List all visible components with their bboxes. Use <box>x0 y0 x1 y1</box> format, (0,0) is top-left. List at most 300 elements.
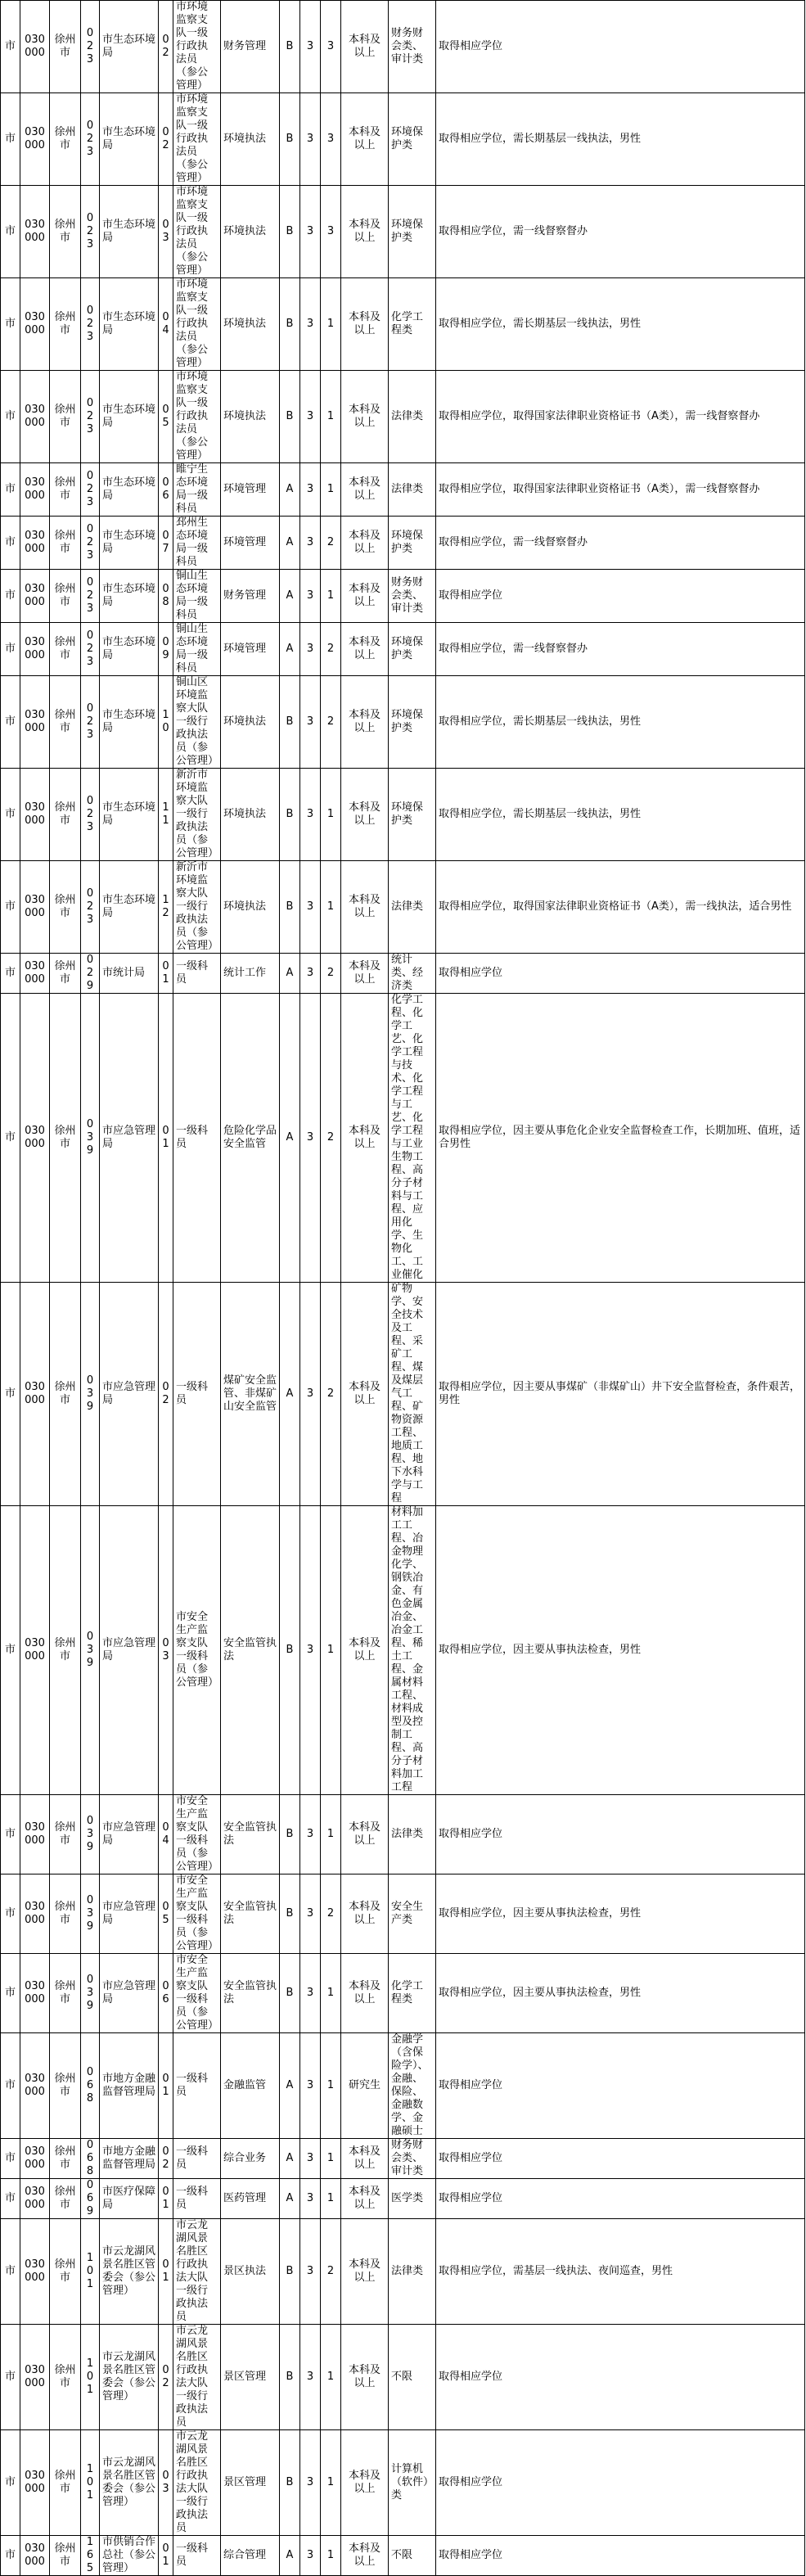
cell-position-duty: 医药管理 <box>221 2179 280 2219</box>
table-row <box>1 676 805 769</box>
cell-category: A <box>280 517 300 570</box>
cell-position-name: 市云龙湖风景名胜区行政执法大队一级行政执法员 <box>173 2325 221 2430</box>
table-row <box>1 861 805 954</box>
cell-education: 本科及以上 <box>341 517 389 570</box>
cell-position-code: 07 <box>159 517 173 570</box>
cell-major: 法律类 <box>389 371 436 463</box>
cell-quota: 2 <box>321 676 341 769</box>
cell-other-requirements: 取得相应学位 <box>436 2033 805 2139</box>
cell-dept-code: 101 <box>81 2219 100 2325</box>
cell-other-requirements: 取得相应学位 <box>436 570 805 623</box>
table-row <box>1 2536 805 2576</box>
cell-position-duty: 安全监管执法 <box>221 1954 280 2033</box>
cell-category: A <box>280 2179 300 2219</box>
cell-region-code: 030000 <box>20 2139 50 2179</box>
cell-other-requirements: 取得相应学位，因主要从事执法检查，男性 <box>436 1954 805 2033</box>
cell-category: B <box>280 1506 300 1795</box>
table-row <box>1 954 805 994</box>
cell-department: 市生态环境局 <box>100 186 159 278</box>
cell-major: 不限 <box>389 2325 436 2430</box>
cell-department: 市云龙湖风景名胜区管委会（参公管理） <box>100 2325 159 2430</box>
cell-position-duty: 金融监管 <box>221 2033 280 2139</box>
table-row <box>1 278 805 371</box>
cell-other-requirements: 取得相应学位，需一线督察督办 <box>436 186 805 278</box>
cell-quota: 1 <box>321 463 341 517</box>
cell-other-requirements: 取得相应学位，需基层一线执法、夜间巡查，男性 <box>436 2219 805 2325</box>
cell-category: B <box>280 2325 300 2430</box>
cell-ratio: 3 <box>300 1874 321 1954</box>
cell-category: A <box>280 994 300 1283</box>
cell-category: A <box>280 2033 300 2139</box>
table-row <box>1 2219 805 2325</box>
cell-position-name: 邳州生态环境局一级科员 <box>173 517 221 570</box>
cell-quota: 2 <box>321 517 341 570</box>
cell-department: 市生态环境局 <box>100 463 159 517</box>
cell-department: 市生态环境局 <box>100 371 159 463</box>
cell-dept-code: 023 <box>81 769 100 861</box>
cell-major: 材料加工工程、冶金物理化学、钢铁冶金、有色金属冶金、冶金工程、稀土工程、金属材料工程、材料成型及控制工程、高分子材料加工工程 <box>389 1506 436 1795</box>
cell-city: 徐州市 <box>50 186 81 278</box>
cell-city: 徐州市 <box>50 2139 81 2179</box>
cell-region-code: 030000 <box>20 2325 50 2430</box>
cell-position-code: 04 <box>159 1795 173 1874</box>
cell-position-duty: 危险化学品安全监管 <box>221 994 280 1283</box>
cell-ratio: 3 <box>300 1283 321 1506</box>
cell-education: 本科及以上 <box>341 1 389 93</box>
cell-major: 环境保护类 <box>389 623 436 676</box>
cell-region-code: 030000 <box>20 1506 50 1795</box>
cell-level: 市 <box>1 371 20 463</box>
cell-department: 市应急管理局 <box>100 1954 159 2033</box>
table-row <box>1 1874 805 1954</box>
cell-other-requirements: 取得相应学位，需长期基层一线执法，男性 <box>436 278 805 371</box>
cell-city: 徐州市 <box>50 463 81 517</box>
cell-category: B <box>280 278 300 371</box>
cell-major: 环境保护类 <box>389 186 436 278</box>
cell-level: 市 <box>1 2033 20 2139</box>
cell-position-code: 03 <box>159 1506 173 1795</box>
cell-level: 市 <box>1 676 20 769</box>
cell-department: 市生态环境局 <box>100 517 159 570</box>
cell-education: 本科及以上 <box>341 93 389 186</box>
cell-category: B <box>280 1795 300 1874</box>
cell-dept-code: 023 <box>81 93 100 186</box>
table-row <box>1 371 805 463</box>
cell-dept-code: 069 <box>81 2179 100 2219</box>
cell-level: 市 <box>1 463 20 517</box>
cell-quota: 1 <box>321 1795 341 1874</box>
cell-city: 徐州市 <box>50 2179 81 2219</box>
cell-region-code: 030000 <box>20 2219 50 2325</box>
cell-level: 市 <box>1 2139 20 2179</box>
cell-city: 徐州市 <box>50 1506 81 1795</box>
cell-department: 市云龙湖风景名胜区管委会（参公管理） <box>100 2219 159 2325</box>
cell-position-duty: 环境执法 <box>221 93 280 186</box>
cell-position-name: 市云龙湖风景名胜区行政执法大队一级行政执法员 <box>173 2430 221 2536</box>
cell-region-code: 030000 <box>20 1954 50 2033</box>
table-row <box>1 570 805 623</box>
cell-position-code: 01 <box>159 2219 173 2325</box>
cell-ratio: 3 <box>300 186 321 278</box>
cell-position-duty: 财务管理 <box>221 570 280 623</box>
cell-position-name: 一级科员 <box>173 994 221 1283</box>
cell-level: 市 <box>1 1954 20 2033</box>
cell-region-code: 030000 <box>20 186 50 278</box>
cell-education: 本科及以上 <box>341 676 389 769</box>
cell-ratio: 3 <box>300 954 321 994</box>
cell-level: 市 <box>1 623 20 676</box>
cell-dept-code: 039 <box>81 1283 100 1506</box>
cell-quota: 2 <box>321 2219 341 2325</box>
cell-quota: 1 <box>321 371 341 463</box>
cell-position-name: 一级科员 <box>173 1283 221 1506</box>
cell-major: 金融学（含保险学）、金融、保险、金融数学、金融硕士 <box>389 2033 436 2139</box>
cell-level: 市 <box>1 93 20 186</box>
cell-position-code: 02 <box>159 93 173 186</box>
table-row <box>1 1954 805 2033</box>
table-row <box>1 769 805 861</box>
cell-position-duty: 安全监管执法 <box>221 1874 280 1954</box>
cell-level: 市 <box>1 1506 20 1795</box>
cell-department: 市应急管理局 <box>100 1283 159 1506</box>
cell-position-duty: 景区管理 <box>221 2430 280 2536</box>
cell-position-name: 市安全生产监察支队一级科员（参公管理） <box>173 1874 221 1954</box>
cell-category: A <box>280 463 300 517</box>
cell-position-duty: 安全监管执法 <box>221 1795 280 1874</box>
cell-level: 市 <box>1 861 20 954</box>
cell-position-code: 02 <box>159 1 173 93</box>
cell-other-requirements: 取得相应学位，取得国家法律职业资格证书（A类），需一线督察督办 <box>436 371 805 463</box>
cell-region-code: 030000 <box>20 278 50 371</box>
cell-position-code: 10 <box>159 676 173 769</box>
table-row <box>1 93 805 186</box>
cell-department: 市云龙湖风景名胜区管委会（参公管理） <box>100 2430 159 2536</box>
cell-other-requirements: 取得相应学位，因主要从事危化企业安全监督检查工作，长期加班、值班，适合男性 <box>436 994 805 1283</box>
cell-other-requirements: 取得相应学位，因主要从事执法检查，男性 <box>436 1506 805 1795</box>
cell-dept-code: 023 <box>81 463 100 517</box>
cell-ratio: 3 <box>300 463 321 517</box>
cell-position-duty: 煤矿安全监管、非煤矿山安全监管 <box>221 1283 280 1506</box>
cell-dept-code: 039 <box>81 994 100 1283</box>
cell-city: 徐州市 <box>50 371 81 463</box>
cell-education: 本科及以上 <box>341 1795 389 1874</box>
table-row <box>1 2430 805 2536</box>
cell-other-requirements: 取得相应学位，取得国家法律职业资格证书（A类），需一线督察督办 <box>436 463 805 517</box>
cell-other-requirements: 取得相应学位，需长期基层一线执法，男性 <box>436 676 805 769</box>
cell-region-code: 030000 <box>20 1283 50 1506</box>
cell-position-code: 01 <box>159 954 173 994</box>
cell-education: 本科及以上 <box>341 2179 389 2219</box>
cell-city: 徐州市 <box>50 1 81 93</box>
cell-region-code: 030000 <box>20 463 50 517</box>
cell-quota: 1 <box>321 2033 341 2139</box>
table-row <box>1 1283 805 1506</box>
cell-department: 市供销合作总社（参公管理） <box>100 2536 159 2576</box>
cell-level: 市 <box>1 517 20 570</box>
cell-category: A <box>280 623 300 676</box>
cell-quota: 1 <box>321 2179 341 2219</box>
cell-position-duty: 财务管理 <box>221 1 280 93</box>
cell-ratio: 3 <box>300 1795 321 1874</box>
cell-position-code: 03 <box>159 2430 173 2536</box>
cell-ratio: 3 <box>300 1954 321 2033</box>
cell-level: 市 <box>1 1874 20 1954</box>
cell-ratio: 3 <box>300 570 321 623</box>
cell-position-code: 09 <box>159 623 173 676</box>
cell-category: B <box>280 1 300 93</box>
cell-department: 市生态环境局 <box>100 623 159 676</box>
cell-education: 本科及以上 <box>341 994 389 1283</box>
cell-region-code: 030000 <box>20 2033 50 2139</box>
cell-position-name: 市环境监察支队一级行政执法员（参公管理） <box>173 371 221 463</box>
cell-region-code: 030000 <box>20 1874 50 1954</box>
cell-department: 市生态环境局 <box>100 769 159 861</box>
cell-education: 本科及以上 <box>341 2430 389 2536</box>
cell-major: 财务财会类、审计类 <box>389 1 436 93</box>
cell-education: 本科及以上 <box>341 2325 389 2430</box>
cell-level: 市 <box>1 1795 20 1874</box>
cell-category: A <box>280 570 300 623</box>
cell-position-duty: 环境管理 <box>221 463 280 517</box>
cell-position-duty: 环境执法 <box>221 676 280 769</box>
cell-position-name: 市环境监察支队一级行政执法员（参公管理） <box>173 278 221 371</box>
cell-level: 市 <box>1 954 20 994</box>
cell-city: 徐州市 <box>50 278 81 371</box>
cell-city: 徐州市 <box>50 517 81 570</box>
cell-region-code: 030000 <box>20 2179 50 2219</box>
cell-major: 安全生产类 <box>389 1874 436 1954</box>
cell-education: 本科及以上 <box>341 623 389 676</box>
cell-level: 市 <box>1 769 20 861</box>
cell-position-name: 铜山生态环境局一级科员 <box>173 570 221 623</box>
cell-ratio: 3 <box>300 676 321 769</box>
cell-department: 市生态环境局 <box>100 1 159 93</box>
cell-level: 市 <box>1 1283 20 1506</box>
cell-city: 徐州市 <box>50 1954 81 2033</box>
cell-quota: 2 <box>321 1874 341 1954</box>
cell-position-code: 05 <box>159 1874 173 1954</box>
cell-education: 本科及以上 <box>341 1506 389 1795</box>
cell-other-requirements: 取得相应学位 <box>436 2139 805 2179</box>
cell-position-name: 铜山生态环境局一级科员 <box>173 623 221 676</box>
cell-position-name: 市环境监察支队一级行政执法员（参公管理） <box>173 186 221 278</box>
cell-position-name: 市安全生产监察支队一级科员（参公管理） <box>173 1506 221 1795</box>
cell-position-name: 铜山区环境监察大队一级行政执法员（参公管理） <box>173 676 221 769</box>
cell-ratio: 3 <box>300 1 321 93</box>
table-row <box>1 463 805 517</box>
cell-dept-code: 023 <box>81 371 100 463</box>
cell-major: 医学类 <box>389 2179 436 2219</box>
table-row <box>1 1506 805 1795</box>
cell-dept-code: 039 <box>81 1874 100 1954</box>
cell-education: 本科及以上 <box>341 1283 389 1506</box>
cell-category: B <box>280 861 300 954</box>
cell-education: 本科及以上 <box>341 2139 389 2179</box>
cell-department: 市地方金融监督管理局 <box>100 2033 159 2139</box>
cell-position-code: 01 <box>159 2179 173 2219</box>
cell-city: 徐州市 <box>50 93 81 186</box>
cell-ratio: 3 <box>300 623 321 676</box>
cell-ratio: 3 <box>300 2033 321 2139</box>
cell-region-code: 030000 <box>20 623 50 676</box>
cell-education: 本科及以上 <box>341 1954 389 2033</box>
cell-position-code: 02 <box>159 1283 173 1506</box>
cell-department: 市应急管理局 <box>100 1795 159 1874</box>
cell-region-code: 030000 <box>20 1795 50 1874</box>
cell-quota: 1 <box>321 861 341 954</box>
cell-category: B <box>280 186 300 278</box>
cell-position-name: 市环境监察支队一级行政执法员（参公管理） <box>173 93 221 186</box>
cell-level: 市 <box>1 2179 20 2219</box>
cell-other-requirements: 取得相应学位 <box>436 954 805 994</box>
cell-category: B <box>280 769 300 861</box>
cell-dept-code: 101 <box>81 2325 100 2430</box>
cell-city: 徐州市 <box>50 2219 81 2325</box>
cell-region-code: 030000 <box>20 2536 50 2576</box>
cell-major: 财务财会类、审计类 <box>389 2139 436 2179</box>
cell-quota: 1 <box>321 570 341 623</box>
cell-position-code: 02 <box>159 2325 173 2430</box>
cell-ratio: 3 <box>300 994 321 1283</box>
cell-position-duty: 景区执法 <box>221 2219 280 2325</box>
cell-other-requirements: 取得相应学位，需一线督察督办 <box>436 517 805 570</box>
cell-major: 环境保护类 <box>389 676 436 769</box>
cell-other-requirements: 取得相应学位 <box>436 2536 805 2576</box>
cell-position-name: 一级科员 <box>173 954 221 994</box>
cell-category: A <box>280 1283 300 1506</box>
cell-position-duty: 环境执法 <box>221 861 280 954</box>
cell-dept-code: 029 <box>81 954 100 994</box>
cell-position-code: 02 <box>159 2139 173 2179</box>
cell-position-name: 市安全生产监察支队一级科员（参公管理） <box>173 1795 221 1874</box>
cell-education: 本科及以上 <box>341 769 389 861</box>
cell-education: 本科及以上 <box>341 371 389 463</box>
cell-position-name: 睢宁生态环境局一级科员 <box>173 463 221 517</box>
cell-position-code: 11 <box>159 769 173 861</box>
cell-position-code: 12 <box>159 861 173 954</box>
cell-major: 不限 <box>389 2536 436 2576</box>
cell-city: 徐州市 <box>50 570 81 623</box>
cell-position-code: 05 <box>159 371 173 463</box>
cell-education: 本科及以上 <box>341 1874 389 1954</box>
cell-other-requirements: 取得相应学位，因主要从事执法检查，男性 <box>436 1874 805 1954</box>
cell-position-duty: 综合管理 <box>221 2536 280 2576</box>
cell-quota: 1 <box>321 1506 341 1795</box>
cell-department: 市应急管理局 <box>100 1506 159 1795</box>
table-row <box>1 2139 805 2179</box>
cell-education: 本科及以上 <box>341 463 389 517</box>
cell-category: A <box>280 954 300 994</box>
cell-education: 本科及以上 <box>341 186 389 278</box>
cell-major: 法律类 <box>389 1795 436 1874</box>
cell-level: 市 <box>1 2430 20 2536</box>
cell-department: 市统计局 <box>100 954 159 994</box>
cell-dept-code: 023 <box>81 570 100 623</box>
cell-other-requirements: 取得相应学位 <box>436 2179 805 2219</box>
cell-ratio: 3 <box>300 2139 321 2179</box>
cell-city: 徐州市 <box>50 1283 81 1506</box>
cell-dept-code: 039 <box>81 1795 100 1874</box>
cell-quota: 1 <box>321 2430 341 2536</box>
cell-dept-code: 023 <box>81 1 100 93</box>
cell-department: 市生态环境局 <box>100 861 159 954</box>
cell-dept-code: 023 <box>81 186 100 278</box>
cell-major: 化学工程、化学工艺、化学工程与技术、化学工程与工艺、化学工程与工业生物工程、高分子材料与工程、应用化学、生物化工、工业催化 <box>389 994 436 1283</box>
cell-quota: 3 <box>321 186 341 278</box>
cell-region-code: 030000 <box>20 570 50 623</box>
cell-other-requirements: 取得相应学位，取得国家法律职业资格证书（A类），需一线执法，适合男性 <box>436 861 805 954</box>
cell-city: 徐州市 <box>50 623 81 676</box>
cell-quota: 1 <box>321 2139 341 2179</box>
cell-department: 市应急管理局 <box>100 1874 159 1954</box>
cell-position-name: 一级科员 <box>173 2139 221 2179</box>
cell-level: 市 <box>1 570 20 623</box>
cell-city: 徐州市 <box>50 2430 81 2536</box>
cell-department: 市医疗保障局 <box>100 2179 159 2219</box>
cell-level: 市 <box>1 186 20 278</box>
cell-ratio: 3 <box>300 2219 321 2325</box>
cell-dept-code: 068 <box>81 2033 100 2139</box>
cell-quota: 2 <box>321 994 341 1283</box>
cell-category: B <box>280 371 300 463</box>
cell-position-duty: 安全监管执法 <box>221 1506 280 1795</box>
cell-position-duty: 环境执法 <box>221 769 280 861</box>
cell-other-requirements: 取得相应学位 <box>436 2430 805 2536</box>
table-row <box>1 2325 805 2430</box>
cell-region-code: 030000 <box>20 517 50 570</box>
cell-ratio: 3 <box>300 2325 321 2430</box>
cell-other-requirements: 取得相应学位，因主要从事煤矿（非煤矿山）井下安全监督检查，条件艰苦，男性 <box>436 1283 805 1506</box>
cell-quota: 3 <box>321 93 341 186</box>
cell-position-code: 01 <box>159 2536 173 2576</box>
cell-position-name: 新沂市环境监察大队一级行政执法员（参公管理） <box>173 769 221 861</box>
cell-position-duty: 环境执法 <box>221 186 280 278</box>
cell-quota: 1 <box>321 769 341 861</box>
cell-position-code: 04 <box>159 278 173 371</box>
cell-category: B <box>280 2430 300 2536</box>
cell-position-code: 06 <box>159 1954 173 2033</box>
table-row <box>1 2033 805 2139</box>
cell-major: 财务财会类、审计类 <box>389 570 436 623</box>
cell-level: 市 <box>1 278 20 371</box>
cell-education: 研究生 <box>341 2033 389 2139</box>
table-row <box>1 623 805 676</box>
cell-region-code: 030000 <box>20 954 50 994</box>
cell-region-code: 030000 <box>20 371 50 463</box>
cell-position-code: 01 <box>159 994 173 1283</box>
cell-ratio: 3 <box>300 2430 321 2536</box>
cell-major: 计算机（软件）类 <box>389 2430 436 2536</box>
cell-major: 法律类 <box>389 463 436 517</box>
cell-department: 市生态环境局 <box>100 93 159 186</box>
cell-major: 统计类、经济类 <box>389 954 436 994</box>
cell-department: 市生态环境局 <box>100 278 159 371</box>
cell-quota: 1 <box>321 2325 341 2430</box>
cell-dept-code: 039 <box>81 1506 100 1795</box>
cell-category: B <box>280 1874 300 1954</box>
cell-dept-code: 023 <box>81 676 100 769</box>
cell-dept-code: 023 <box>81 517 100 570</box>
cell-region-code: 030000 <box>20 1 50 93</box>
cell-region-code: 030000 <box>20 93 50 186</box>
cell-education: 本科及以上 <box>341 954 389 994</box>
cell-category: A <box>280 2139 300 2179</box>
cell-level: 市 <box>1 2325 20 2430</box>
cell-position-duty: 景区管理 <box>221 2325 280 2430</box>
table-row <box>1 517 805 570</box>
cell-ratio: 3 <box>300 1506 321 1795</box>
cell-major: 环境保护类 <box>389 769 436 861</box>
